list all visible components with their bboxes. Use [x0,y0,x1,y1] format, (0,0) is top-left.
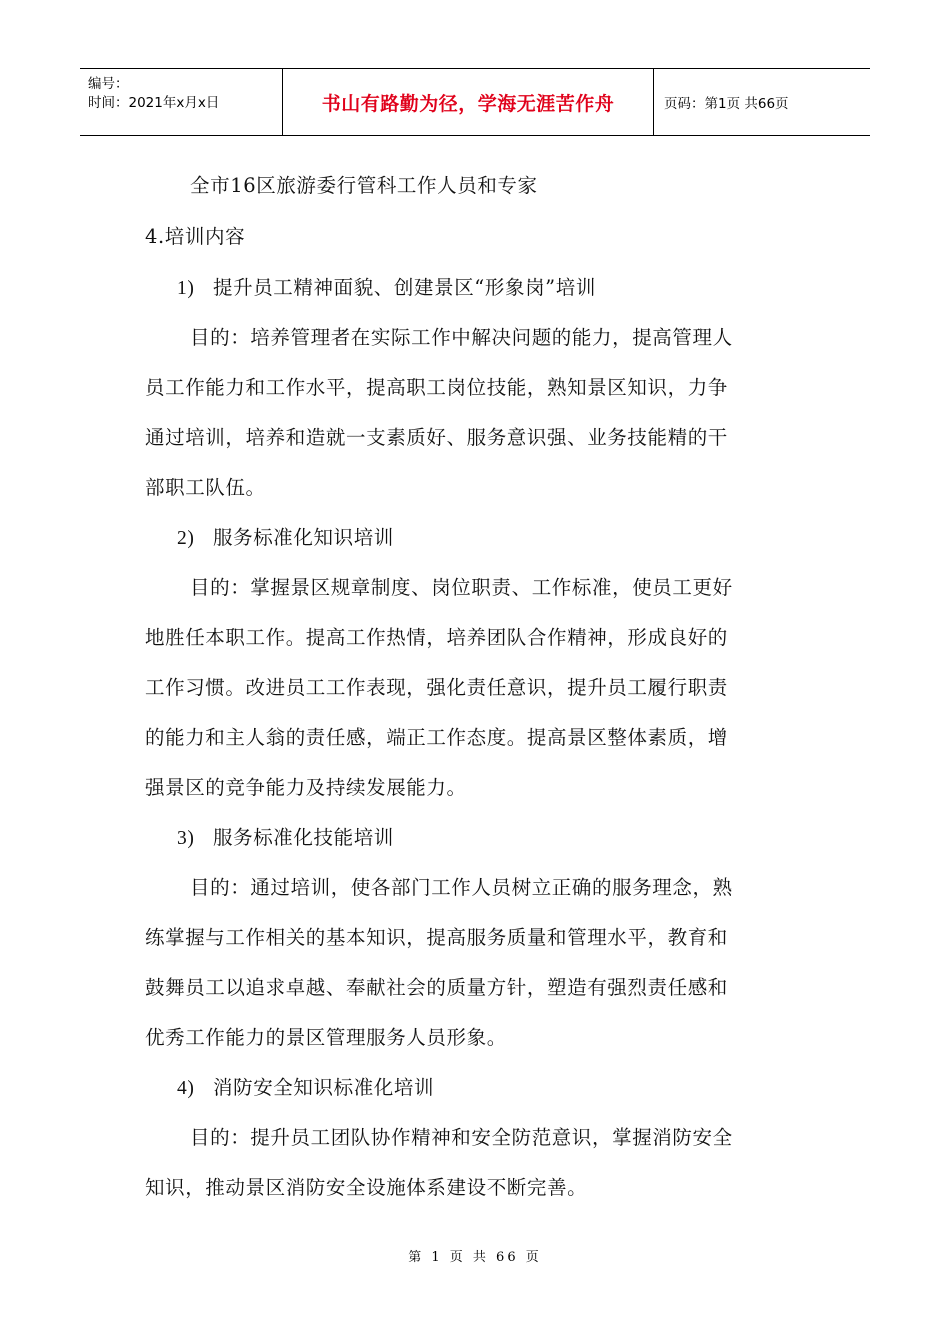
list-item-2-number: 2) [177,528,195,549]
paragraph-participants: 全市16区旅游委行管科工作人员和专家 [190,174,538,197]
header-motto: 书山有路勤为径，学海无涯苦作舟 [283,69,654,135]
paragraph-line: 鼓舞员工以追求卓越、奉献社会的质量方针，塑造有强烈责任感和 [145,976,728,999]
paragraph-line: 目的：培养管理者在实际工作中解决问题的能力，提高管理人 [190,326,733,349]
paragraph-line: 的能力和主人翁的责任感，端正工作态度。提高景区整体素质，增 [145,726,728,749]
list-item-1-number: 1) [177,278,195,299]
paragraph-line: 知识，推动景区消防安全设施体系建设不断完善。 [145,1176,588,1199]
list-item-3-title [177,822,394,850]
section-heading-training-content: 4.培训内容 [145,225,246,248]
list-item-1-title-text: 提升员工精神面貌、创建景区“形象岗”培训 [213,276,596,299]
list-item-4-title-text: 消防安全知识标准化培训 [213,1076,435,1099]
paragraph-line: 地胜任本职工作。提高工作热情，培养团队合作精神，形成良好的 [145,626,728,649]
paragraph-line: 目的：掌握景区规章制度、岗位职责、工作标准，使员工更好 [190,576,733,599]
paragraph-line: 强景区的竞争能力及持续发展能力。 [145,776,467,799]
paragraph-line: 工作习惯。改进员工工作表现，强化责任意识，提升员工履行职责 [145,676,728,699]
paragraph-line: 练掌握与工作相关的基本知识，提高服务质量和管理水平，教育和 [145,926,728,949]
paragraph-line: 目的：提升员工团队协作精神和安全防范意识，掌握消防安全 [190,1126,733,1149]
page-footer: 第 1 页 共 66 页 [408,1250,542,1265]
paragraph-line: 目的：通过培训，使各部门工作人员树立正确的服务理念，熟 [190,876,733,899]
list-item-3-title-text: 服务标准化技能培训 [213,826,394,849]
paragraph-line: 通过培训，培养和造就一支素质好、服务意识强、业务技能精的干 [145,426,728,449]
header-meta [80,69,283,135]
paragraph-line: 员工作能力和工作水平，提高职工岗位技能，熟知景区知识，力争 [145,376,728,399]
list-item-3-number: 3) [177,828,195,849]
document-time-label: 时间：2021年x月x日 [88,95,220,111]
list-item-4-title [177,1072,434,1100]
list-item-2-title-text: 服务标准化知识培训 [213,526,394,549]
paragraph-line: 优秀工作能力的景区管理服务人员形象。 [145,1026,507,1049]
list-item-1-title [177,272,596,300]
list-item-2-title [177,522,394,550]
document-number-label: 编号： [88,76,129,92]
page-header [80,68,870,136]
list-item-4-number: 4) [177,1078,195,1099]
paragraph-line: 部职工队伍。 [145,476,266,499]
header-page-info: 页码：第1页 共66页 [664,96,789,112]
